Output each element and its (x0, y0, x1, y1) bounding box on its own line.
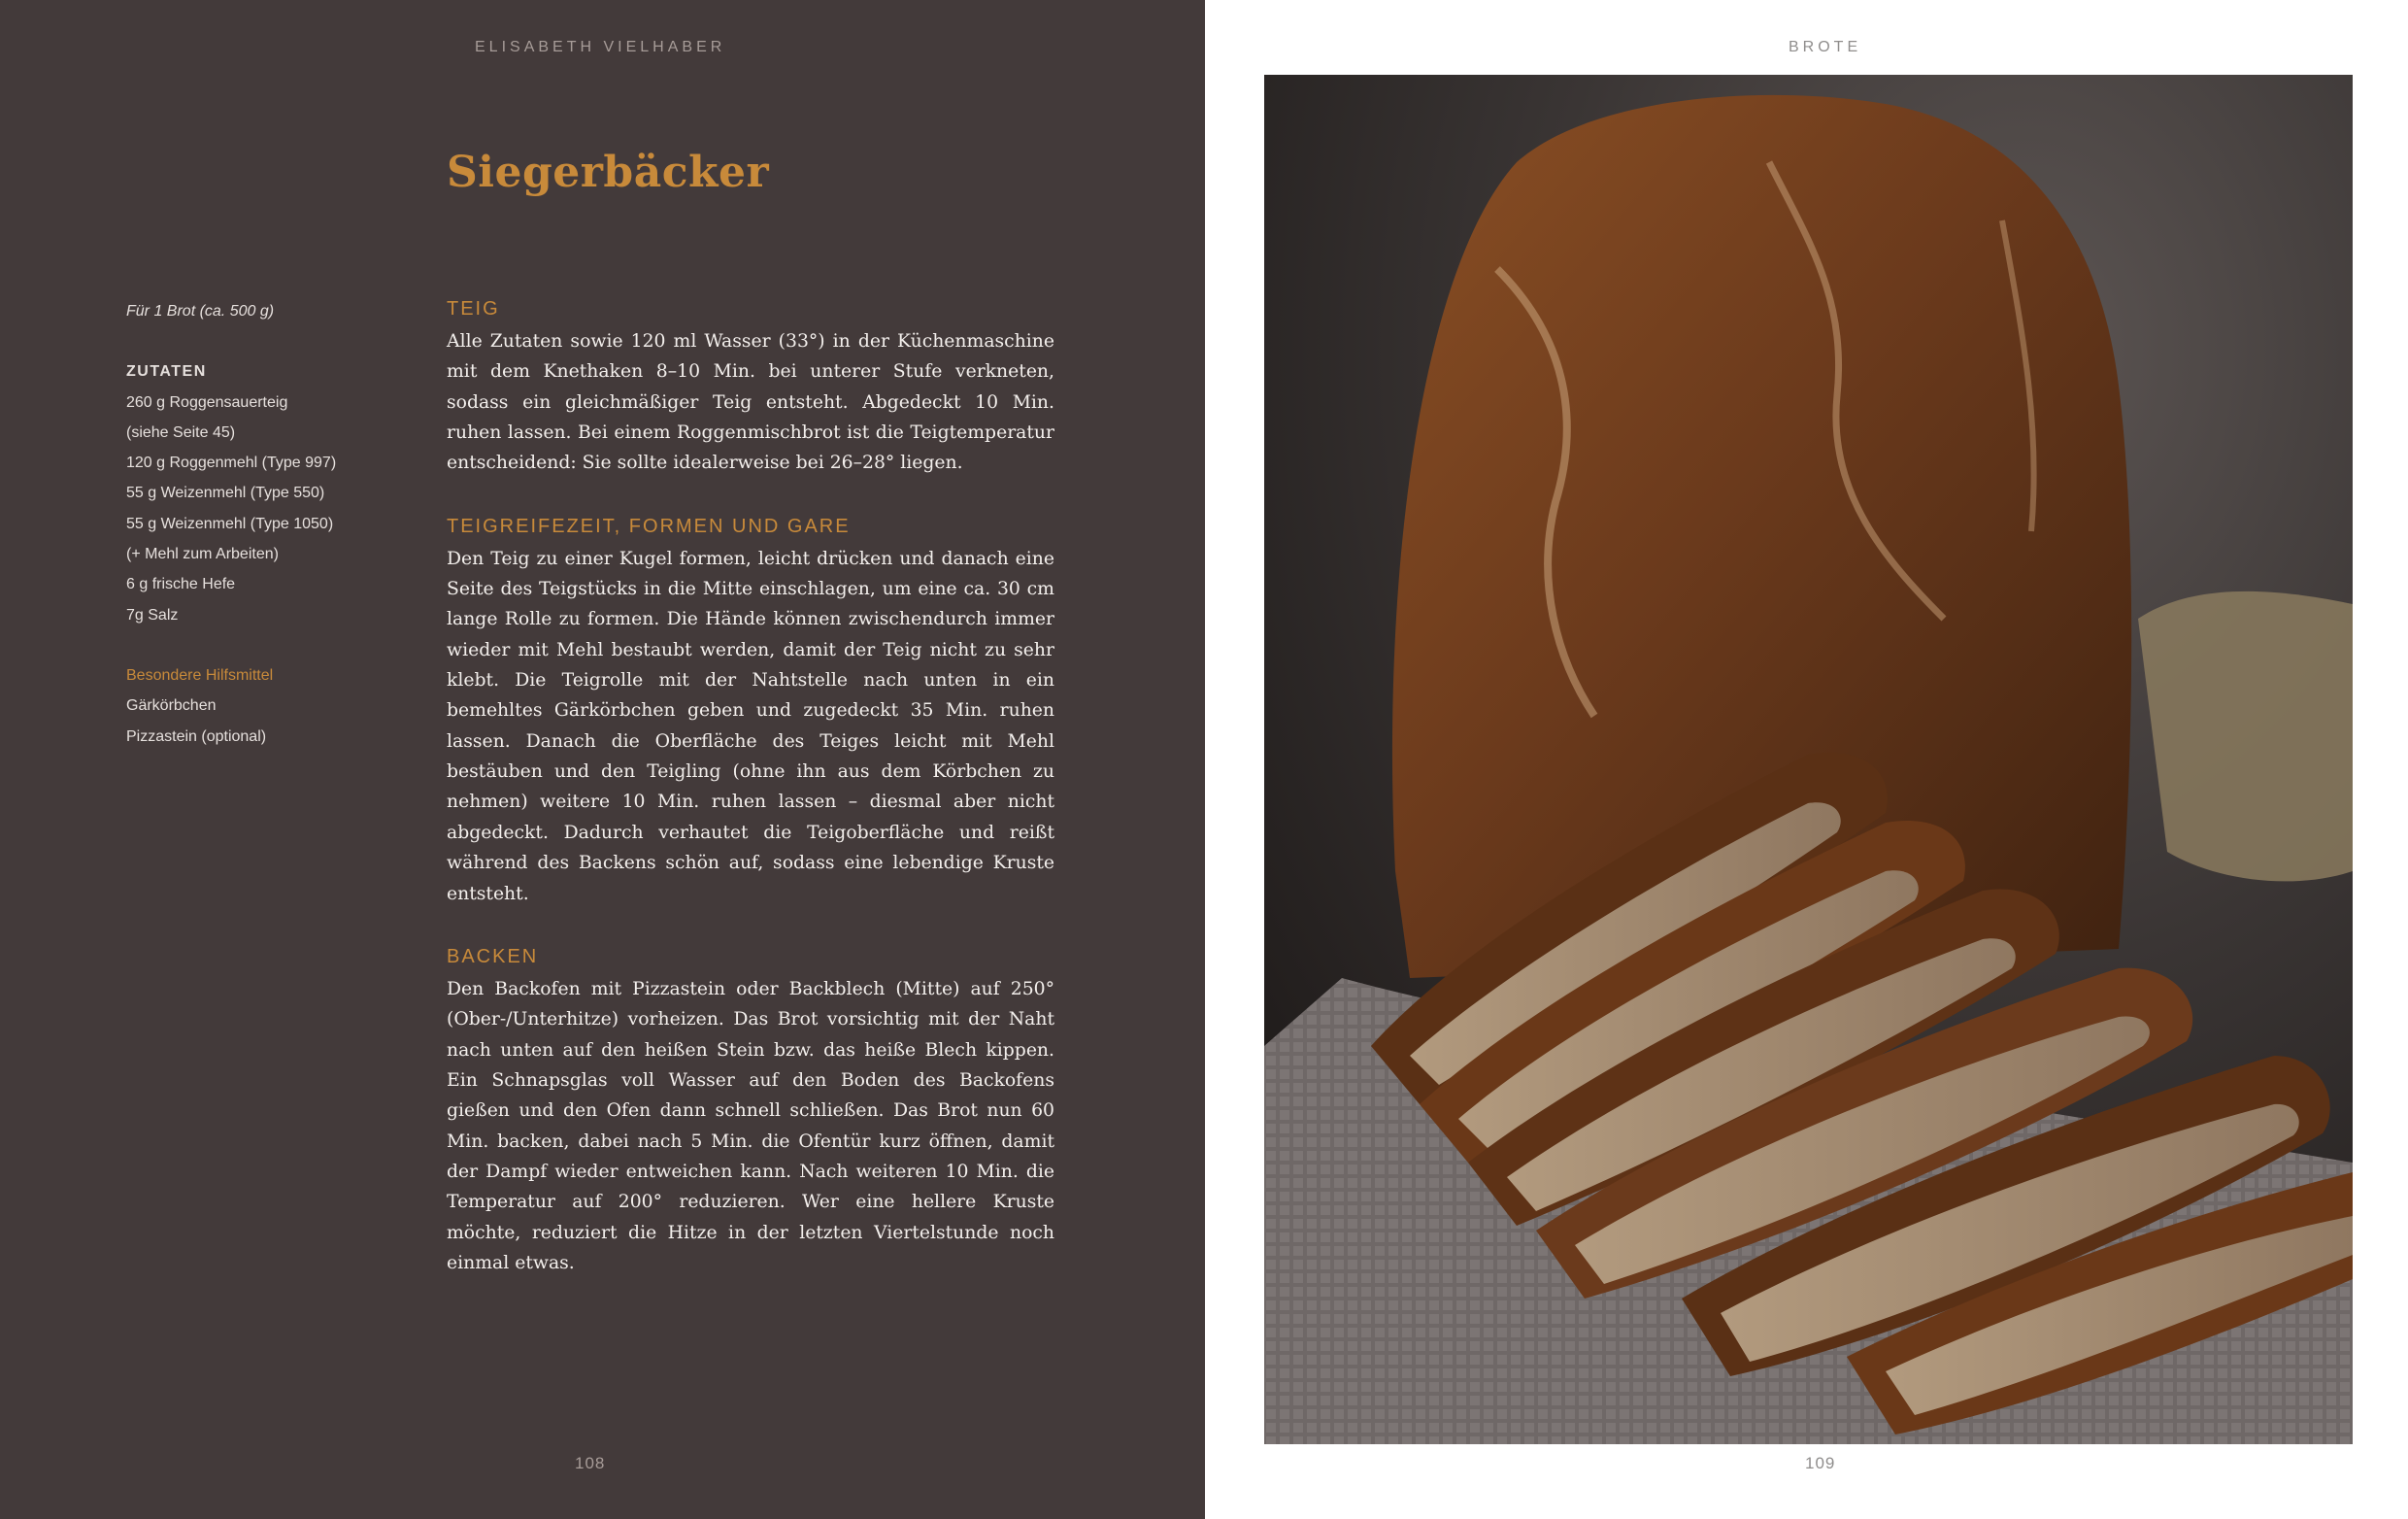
ingredient-item: 260 g Roggensauerteig (126, 393, 288, 411)
step-text: Den Teig zu einer Kugel formen, leicht drücken und danach eine Seite des Teigstücks in die Mitte einschlagen, um eine ca. 30 cm lange Rolle zu formen. Die Hände können zwischendurch immer wieder mit Mehl bestaubt werden, damit der Teig nicht zu sehr klebt. Die Teigrolle mit der Nahtstelle nach unten in ein bemehltes Gärkörbchen geben und zugedeckt 35 Min. ruhen lassen. Danach die Oberfläche des Teiges leicht mit Mehl bestäuben und den Teigling (ohne ihn aus dem Körbchen zu nehmen) weitere 10 Min. ruhen lassen – diesmal aber nicht abgedeckt. Dadurch verhautet die Teigoberfläche und reißt während des Backens schön auf, sodass eine lebendige Kruste entsteht. (447, 548, 1054, 904)
step-text: Den Backofen mit Pizzastein oder Backblech (Mitte) auf 250° (Ober-/Unterhitze) vorheizen. Das Brot vorsichtig mit der Naht nach unten auf den heißen Stein bzw. das heiße Blech kippen. Ein Schnapsglas voll Wasser auf den Boden des Backofens gießen und den Ofen dann schnell schließen. Das Brot nun 60 Min. backen, dabei nach 5 Min. die Ofentür kurz öffnen, damit der Dampf wieder entweichen kann. Nach weiteren 10 Min. die Temperatur auf 200° reduzieren. Wer eine hellere Kruste möchte, reduziert die Hitze in der letzten Viertelstunde noch einmal etwas. (447, 978, 1054, 1273)
burlap-cloth (2138, 591, 2353, 882)
bread-illustration (1264, 75, 2353, 1444)
page-number-left: 108 (575, 1454, 606, 1472)
ingredient-item: 120 g Roggenmehl (Type 997) (126, 455, 337, 472)
step-dough (447, 291, 1054, 479)
ingredient-item: 55 g Weizenmehl (Type 550) (126, 485, 325, 502)
step-title: BACKEN (447, 945, 539, 967)
right-page (1205, 0, 2408, 1519)
ingredient-item: 7g Salz (126, 606, 179, 624)
ingredient-item: 6 g frische Hefe (126, 576, 236, 593)
recipe-title: Siegerbäcker (447, 148, 770, 197)
ingredient-item: (siehe Seite 45) (126, 423, 236, 441)
tools-heading: Besondere Hilfsmittel (126, 666, 274, 684)
bread-photo (1264, 75, 2353, 1444)
ingredients-heading: ZUTATEN (126, 363, 207, 381)
step-proofing (447, 509, 1054, 909)
recipe-yield: Für 1 Brot (ca. 500 g) (126, 303, 275, 320)
ingredients-list (126, 388, 379, 630)
step-title: TEIG (447, 298, 500, 320)
tool-item: Pizzastein (optional) (126, 727, 267, 745)
step-baking (447, 939, 1054, 1278)
step-text: Alle Zutaten sowie 120 ml Wasser (33°) in der Küchenmaschine mit dem Knethaken 8–10 Min. bei unterer Stufe verkneten, sodass ein gleichmäßiger Teig entsteht. Abgedeckt 10 Min. ruhen lassen. Bei einem Roggenmischbrot ist die Teigtemperatur entscheidend: Sie sollte idealerweise bei 26–28° liegen. (447, 331, 1054, 474)
recipe-steps (447, 291, 1054, 1308)
ingredient-item: (+ Mehl zum Arbeiten) (126, 546, 279, 563)
tools-list (126, 691, 379, 752)
ingredients-sidebar (126, 296, 379, 752)
running-head-chapter: BROTE (1789, 39, 1862, 55)
tool-item: Gärkörbchen (126, 697, 217, 715)
page-number-right: 109 (1805, 1454, 1836, 1472)
running-head-author: ELISABETH VIELHABER (475, 39, 726, 55)
ingredient-item: 55 g Weizenmehl (Type 1050) (126, 515, 334, 532)
step-title: TEIGREIFEZEIT, FORMEN UND GARE (447, 515, 851, 537)
